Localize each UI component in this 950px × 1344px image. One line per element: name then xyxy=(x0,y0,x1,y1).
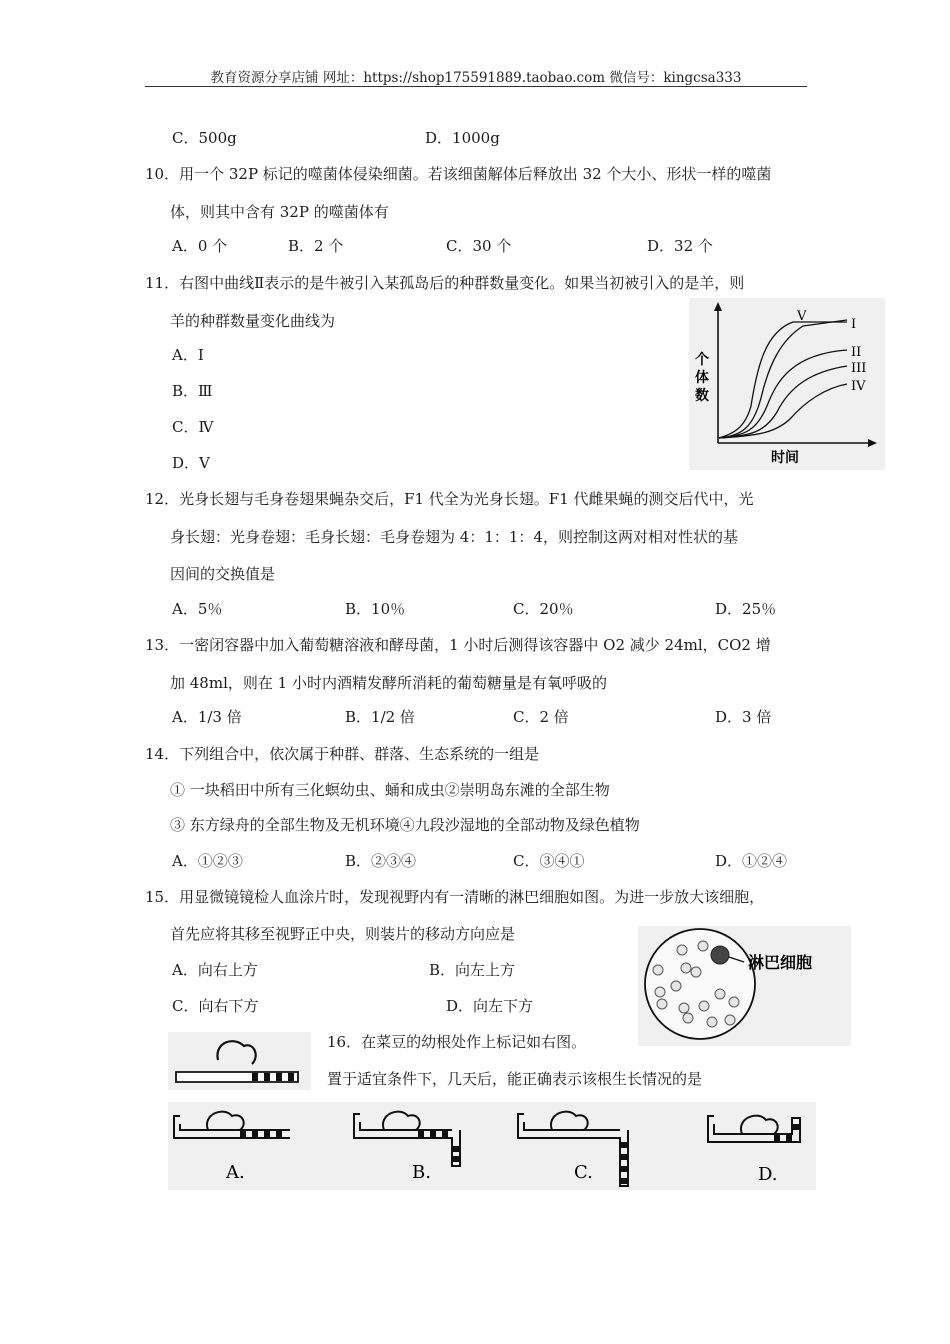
curve-iv xyxy=(719,384,847,438)
x-axis-label: 时间 xyxy=(771,450,799,466)
q16-marked-root-figure xyxy=(168,1032,311,1090)
y-axis-arrow xyxy=(714,302,722,311)
q14-item-line2: ① 一块稻田中所有三化螟幼虫、蛹和成虫②崇明岛东滩的全部生物 xyxy=(170,781,610,799)
q13-option-d: D．3 倍 xyxy=(715,708,772,726)
curve-label-ii: II xyxy=(851,345,862,360)
curve-label-iii: III xyxy=(851,361,867,376)
q15-stem-line1: 15．用显微镜镜检人血涂片时，发现视野内有一清晰的淋巴细胞如图。为进一步放大该细胞， xyxy=(145,888,765,906)
q13-option-b: B．1/2 倍 xyxy=(345,708,415,726)
q12-option-a: A．5％ xyxy=(172,600,223,618)
q16-option-a-label: A. xyxy=(226,1162,245,1183)
q14-option-d: D．①②④ xyxy=(715,852,788,870)
q12-stem-line1: 12．光身长翅与毛身卷翅果蝇杂交后，F1 代全为光身长翅。F1 代雌果蝇的测交后代中，光 xyxy=(145,490,754,508)
q15-microscope-field-figure xyxy=(638,926,851,1046)
y-axis-label-1: 个 xyxy=(695,352,709,368)
q12-stem-line2: 身长翅：光身卷翅：毛身长翅：毛身卷翅为 4：1：1：4，则控制这两对相对性状的基 xyxy=(170,528,738,546)
q16-option-b-drawing xyxy=(354,1112,460,1166)
q10-option-a: A．0 个 xyxy=(172,237,228,255)
bean-seed xyxy=(217,1041,255,1064)
q16-option-d-drawing xyxy=(708,1116,800,1142)
q12-stem-line3: 因间的交换值是 xyxy=(170,565,276,583)
y-axis-label-3: 数 xyxy=(695,388,709,404)
q11-stem-line1: 11．右图中曲线Ⅱ表示的是牛被引入某孤岛后的种群数量变化。如果当初被引入的是羊，则 xyxy=(145,274,745,292)
q15-option-d: D．向左下方 xyxy=(446,997,534,1015)
q15-option-a: A．向右上方 xyxy=(172,961,258,979)
q12-option-b: B．10％ xyxy=(345,600,406,618)
y-axis-label-2: 体 xyxy=(695,370,709,386)
q10-option-b: B．2 个 xyxy=(288,237,344,255)
lymphocyte xyxy=(711,946,729,964)
page-header: 教育资源分享店铺 网址：https://shop175591889.taobao.com 微信号：kingcsa333 xyxy=(210,70,742,86)
q13-option-c: C．2 倍 xyxy=(513,708,569,726)
q11-growth-curve-figure xyxy=(689,298,885,470)
q14-item-line3: ③ 东方绿舟的全部生物及无机环境④九段沙湿地的全部动物及绿色植物 xyxy=(170,816,640,834)
q16-option-c-label: C. xyxy=(574,1162,593,1183)
q15-stem-line2: 首先应将其移至视野正中央，则装片的移动方向应是 xyxy=(170,925,516,943)
q9-option-c: C．500g xyxy=(172,129,237,147)
q10-option-d: D．32 个 xyxy=(647,237,713,255)
q16-option-a-drawing xyxy=(174,1112,290,1138)
curve-label-v: V xyxy=(797,309,807,324)
q11-option-d: D．Ⅴ xyxy=(172,454,210,472)
q13-stem-line1: 13．一密闭容器中加入葡萄糖溶液和酵母菌，1 小时后测得该容器中 O2 减少 24ml，CO2 增 xyxy=(145,636,771,654)
q9-option-d: D．1000g xyxy=(425,129,500,147)
q16-stem-line2: 置于适宜条件下，几天后，能正确表示该根生长情况的是 xyxy=(327,1070,703,1088)
q16-option-d-label: D. xyxy=(758,1164,778,1185)
q10-option-c: C．30 个 xyxy=(446,237,512,255)
curve-v xyxy=(719,322,847,438)
q16-option-c-drawing xyxy=(518,1112,628,1186)
q13-option-a: A．1/3 倍 xyxy=(172,708,242,726)
curve-label-iv: IV xyxy=(851,379,866,394)
curve-i xyxy=(719,320,847,438)
q14-option-c: C．③④① xyxy=(513,852,585,870)
q16-option-b-label: B. xyxy=(412,1162,431,1183)
q12-option-d: D．25％ xyxy=(715,600,777,618)
q11-option-a: A．Ⅰ xyxy=(172,346,204,364)
q16-options-figure xyxy=(168,1102,816,1190)
q16-stem-line1: 16．在菜豆的幼根处作上标记如右图。 xyxy=(327,1033,587,1051)
q13-stem-line2: 加 48ml，则在 1 小时内酒精发酵所消耗的葡萄糖量是有氧呼吸的 xyxy=(170,674,607,692)
q11-stem-line2: 羊的种群数量变化曲线为 xyxy=(170,312,336,330)
curve-label-i: I xyxy=(851,317,857,332)
q10-stem-line2: 体，则其中含有 32P 的噬菌体有 xyxy=(170,203,389,221)
q15-option-c: C．向右下方 xyxy=(172,997,259,1015)
header-divider xyxy=(145,86,807,87)
q11-option-b: B．Ⅲ xyxy=(172,382,213,400)
q15-option-b: B．向左上方 xyxy=(429,961,516,979)
q12-option-c: C．20％ xyxy=(513,600,574,618)
x-axis-arrow xyxy=(868,439,877,447)
q14-stem-line1: 14．下列组合中，依次属于种群、群落、生态系统的一组是 xyxy=(145,745,540,763)
q14-option-b: B．②③④ xyxy=(345,852,417,870)
lymphocyte-label: 淋巴细胞 xyxy=(748,953,813,972)
q10-stem-line1: 10．用一个 32P 标记的噬菌体侵染细菌。若该细菌解体后释放出 32 个大小、形状一样的噬菌 xyxy=(145,165,772,183)
q14-option-a: A．①②③ xyxy=(172,852,243,870)
q11-option-c: C．Ⅳ xyxy=(172,418,214,436)
